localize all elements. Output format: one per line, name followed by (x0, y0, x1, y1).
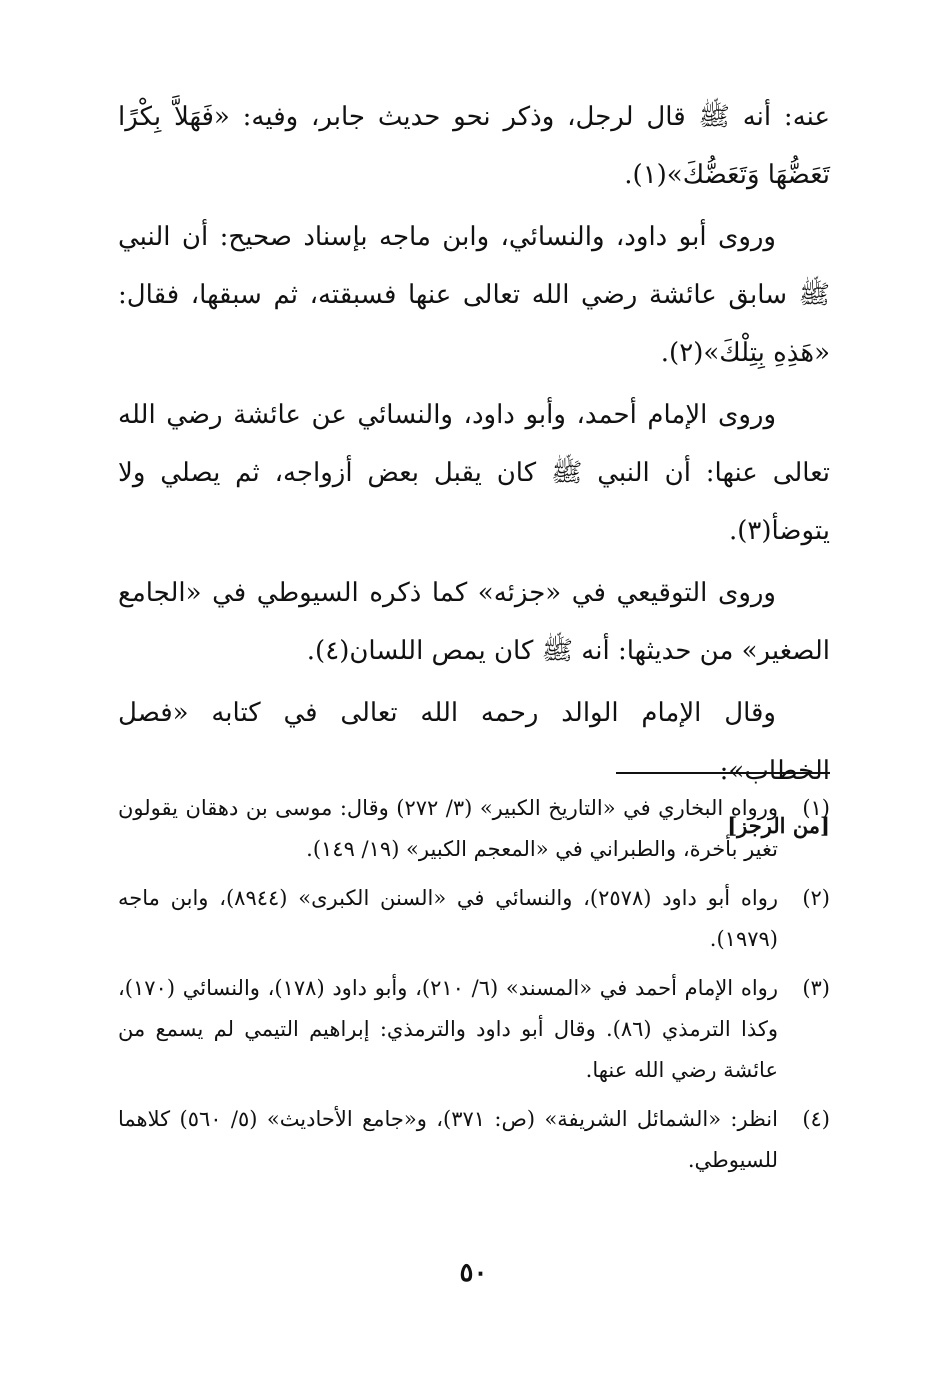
paragraph-4: وروى التوقيعي في «جزئه» كما ذكره السيوطي في «الجامع الصغير» من حديثها: أنه ﷺ كان يمص اللسان(٤). (118, 578, 830, 666)
paragraph-5: وقال الإمام الوالد رحمه الله تعالى في كتابه «فصل الخطاب»: (118, 698, 830, 786)
footnote-number: (٢) (802, 886, 830, 910)
main-text (118, 88, 830, 846)
footnote-text: رواه أبو داود (٢٥٧٨)، والنسائي في «السنن الكبرى» (٨٩٤٤)، وابن ماجه (١٩٧٩). (118, 886, 779, 951)
meter-label: [من الرجز] (727, 813, 830, 838)
footnote-3 (118, 968, 830, 1091)
page-number: ٥٠ (459, 1258, 488, 1288)
paragraph-3: وروى الإمام أحمد، وأبو داود، والنسائي عن عائشة رضي الله تعالى عنها: أن النبي ﷺ كان يقبل بعض أزواجه، ثم يصلي ولا يتوضأ(٣). (118, 400, 830, 546)
footnote-number: (٤) (802, 1107, 830, 1131)
footnote-1 (118, 788, 830, 870)
footnote-number: (٣) (802, 976, 830, 1000)
footnote-number: (١) (802, 796, 830, 820)
footnotes (118, 788, 830, 1189)
footnote-separator (616, 772, 830, 774)
footnote-4 (118, 1099, 830, 1181)
paragraph-2: وروى أبو داود، والنسائي، وابن ماجه بإسناد صحيح: أن النبي ﷺ سابق عائشة رضي الله تعالى عنها فسبقته، ثم سبقها، فقال: «هَذِهِ بِتِلْكَ»(٢). (118, 222, 830, 368)
paragraph-1: عنه: أنه ﷺ قال لرجل، وذكر نحو حديث جابر، وفيه: «فَهَلاَّ بِكْرًا تَعَضُّهَا وَتَعَضُّكَ»(١). (118, 102, 830, 190)
footnote-text: ورواه البخاري في «التاريخ الكبير» (٣/ ٢٧٢) وقال: موسى بن دهقان يقولون تغير بأخرة، والطبراني في «المعجم الكبير» (١٩/ ١٤٩). (118, 796, 778, 861)
footnote-2 (118, 878, 830, 960)
footnote-text: رواه الإمام أحمد في «المسند» (٦/ ٢١٠)، وأبو داود (١٧٨)، والنسائي (١٧٠)، وكذا الترمذي (٨٦). وقال أبو داود والترمذي: إبراهيم التيمي لم يسمع من عائشة رضي الله عنها. (118, 976, 778, 1082)
footnote-text: انظر: «الشمائل الشريفة» (ص: ٣٧١)، و«جامع الأحاديث» (٥/ ٥٦٠) كلاهما للسيوطي. (118, 1107, 778, 1172)
